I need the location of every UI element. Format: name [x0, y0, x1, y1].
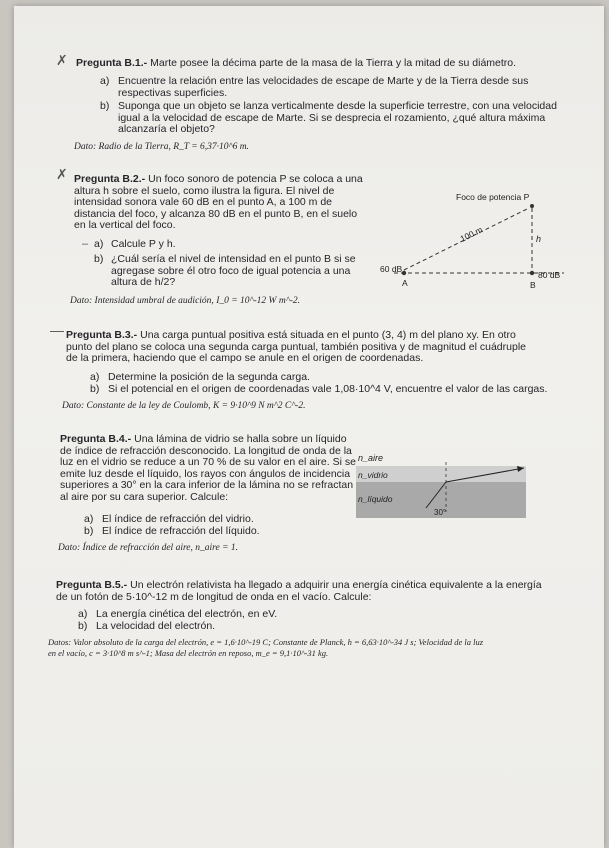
- b3-statement: [66, 330, 596, 365]
- b4-data: [58, 543, 458, 554]
- b4-item-a-label: a): [84, 513, 94, 525]
- b1-title: Pregunta B.1.-: [76, 57, 148, 69]
- b4-refraction-figure: [356, 448, 526, 520]
- b3-line1: [66, 330, 596, 342]
- b5-line2: de un fotón de 5·10^-12 m de longitud de onda en el vacío. Calcule:: [56, 590, 372, 603]
- b5-item-a-label: a): [78, 608, 88, 620]
- b2-fig-source-label: Foco de potencia P: [456, 192, 530, 202]
- b2-line2: altura h sobre el suelo, como ilustra la figura. El nivel de: [74, 184, 335, 197]
- b2-line5: en la vertical del foco.: [74, 219, 176, 231]
- point-b-dot: [530, 271, 534, 275]
- b5-item-a: La energía cinética del electrón, en eV.: [96, 608, 278, 620]
- b5-title: Pregunta B.5.-: [56, 579, 128, 591]
- b1-item-b: [118, 101, 588, 136]
- b2-data-value: I_0 = 10^-12 W m^-2.: [216, 296, 301, 306]
- b4-statement: [60, 434, 360, 503]
- b2-statement: [74, 174, 374, 232]
- b2-item-a-label: a): [94, 238, 104, 250]
- b4-fig-n-glass: n_vidrio: [358, 470, 388, 480]
- b2-item-a: Calcule P y h.: [111, 238, 176, 250]
- b4-item-b-label: b): [84, 525, 94, 537]
- b2-item-b-label: b): [94, 253, 104, 265]
- b4-item-b: El índice de refracción del líquido.: [102, 525, 260, 537]
- b3-line1-text: Una carga puntual positiva está situada en el punto (3, 4) m del plano xy. En otro: [140, 329, 516, 341]
- b4-fig-angle: 30°: [434, 508, 447, 517]
- cross-mark-icon: ✗: [56, 166, 68, 182]
- b1-data-label: Dato: Radio de la Tierra,: [74, 142, 171, 152]
- b1-intro-text: Marte posee la décima parte de la masa de la Tierra y la mitad de su diámetro.: [150, 57, 517, 69]
- b4-item-a: El índice de refracción del vidrio.: [102, 513, 254, 525]
- point-a-dot: [402, 271, 406, 275]
- b4-line1: [60, 434, 360, 446]
- b4-fig-n-air: n_aire: [358, 453, 384, 463]
- b4-data-label: Dato: Índice de refracción del aire,: [58, 543, 193, 553]
- b3-item-b-label: b): [90, 383, 100, 395]
- b2-line4: distancia del foco, y alcanza 80 dB en el punto B, en el suelo: [74, 207, 358, 220]
- b4-data-value: n_aire = 1.: [195, 543, 239, 553]
- dash-mark-icon: –: [82, 238, 89, 250]
- b2-line3: intensidad sonora vale 60 dB en el punto A, a 100 m de: [74, 196, 333, 208]
- b2-item-b-line1: ¿Cuál sería el nivel de intensidad en el punto B si se: [111, 253, 356, 265]
- b1-item-b-label: b): [100, 100, 110, 112]
- b1-item-a-line2: respectivas superficies.: [118, 86, 228, 99]
- b3-line3: de la primera, haciendo que el campo se anule en el origen de coordenadas.: [66, 352, 424, 364]
- b3-item-a: Determine la posición de la segunda carga.: [108, 371, 310, 383]
- b4-line6: al aire por su cara superior. Calcule:: [60, 490, 229, 503]
- b3-line2: punto del plano se coloca una segunda carga puntual, también positiva y de magnitud el cuádruple: [66, 340, 526, 353]
- b5-data-line1: Datos: Valor absoluto de la carga del electrón, e = 1,6·10^-19 C; Constante de Planck, h = 6,63·10^-34 J s; Velocidad de la luz: [48, 637, 484, 647]
- b5-data-line2: en el vacío, c = 3·10^8 m s^-1; Masa del electrón en reposo, m_e = 9,1·10^-31 kg.: [48, 647, 329, 658]
- b1-data-value: R_T = 6,37·10^6 m.: [173, 142, 249, 152]
- b1-item-b-line2: igual a la velocidad de escape de Marte. Si se desprecia el rozamiento, ¿qué altura máxima: [118, 111, 546, 124]
- b2-item-b-line3: altura de h/2?: [111, 276, 176, 288]
- b5-item-b: La velocidad del electrón.: [96, 620, 216, 632]
- b3-data: [62, 401, 462, 412]
- b2-data-label: Dato: Intensidad umbral de audición,: [70, 296, 214, 306]
- b2-fig-point-a: A: [402, 278, 408, 288]
- b5-item-b-label: b): [78, 620, 88, 632]
- b2-line1: [74, 174, 374, 186]
- b3-item-b: Si el potencial en el origen de coordenadas vale 1,08·10^4 V, encuentre el valor de las cargas.: [108, 383, 548, 395]
- b1-item-b-line3: alcanzaría el objeto?: [118, 123, 215, 135]
- b5-statement: [56, 580, 596, 603]
- b4-line1-text: Una lámina de vidrio se halla sobre un líquido: [134, 433, 347, 445]
- b1-item-b-line1: Suponga que un objeto se lanza verticalmente desde la superficie terrestre, con una velocidad: [118, 100, 557, 112]
- b3-title: Pregunta B.3.-: [66, 329, 138, 341]
- b4-fig-n-liquid: n_líquido: [358, 494, 393, 504]
- b4-line4: emite luz desde el líquido, los rayos con ángulos de incidencia: [60, 467, 351, 480]
- b1-intro: [76, 58, 596, 70]
- b3-data-value: K = 9·10^9 N m^2 C^-2.: [212, 401, 306, 411]
- b2-fig-point-b: B: [530, 280, 536, 290]
- exam-page: [14, 6, 604, 848]
- checkmark-icon: ✗: [56, 52, 68, 68]
- b4-line2: de índice de refracción desconocido. La longitud de onda de la: [60, 444, 352, 457]
- b2-fig-distance-label: 100 m: [458, 224, 485, 244]
- b3-data-label: Dato: Constante de la ley de Coulomb,: [62, 401, 211, 411]
- b2-sound-figure: [364, 186, 579, 296]
- dash-mark-icon: —: [50, 322, 64, 338]
- b2-data: [70, 296, 470, 307]
- b1-data: [74, 142, 474, 153]
- b5-data: [48, 637, 598, 658]
- b2-title: Pregunta B.2.-: [74, 173, 146, 185]
- b2-item-b: [111, 254, 381, 289]
- b1-item-a-line1: Encuentre la relación entre las velocidades de escape de Marte y de la Tierra desde sus: [118, 75, 529, 87]
- sound-source-dot: [530, 204, 534, 208]
- b1-item-a-label: a): [100, 75, 110, 87]
- b5-line1: [56, 580, 596, 592]
- b2-fig-height-label: h: [536, 234, 542, 244]
- b2-item-b-line2: agregase sobre él otro foco de igual potencia a una: [111, 264, 351, 277]
- b5-line1-text: Un electrón relativista ha llegado a adquirir una energía cinética equivalente a la energía: [130, 579, 542, 591]
- b1-item-a: [118, 76, 588, 99]
- b4-title: Pregunta B.4.-: [60, 433, 132, 445]
- b2-fig-level-b: 80 dB: [538, 270, 561, 280]
- b3-item-a-label: a): [90, 371, 100, 383]
- b4-line5: superiores a 30° en la cara inferior de la lámina no se refractan: [60, 479, 354, 491]
- b2-line1-text: Un foco sonoro de potencia P se coloca a una: [148, 173, 363, 185]
- b4-line3: luz en el vidrio se reduce a un 70 % de su valor en el aire. Si se: [60, 456, 356, 468]
- b2-fig-level-a: 60 dB: [380, 264, 403, 274]
